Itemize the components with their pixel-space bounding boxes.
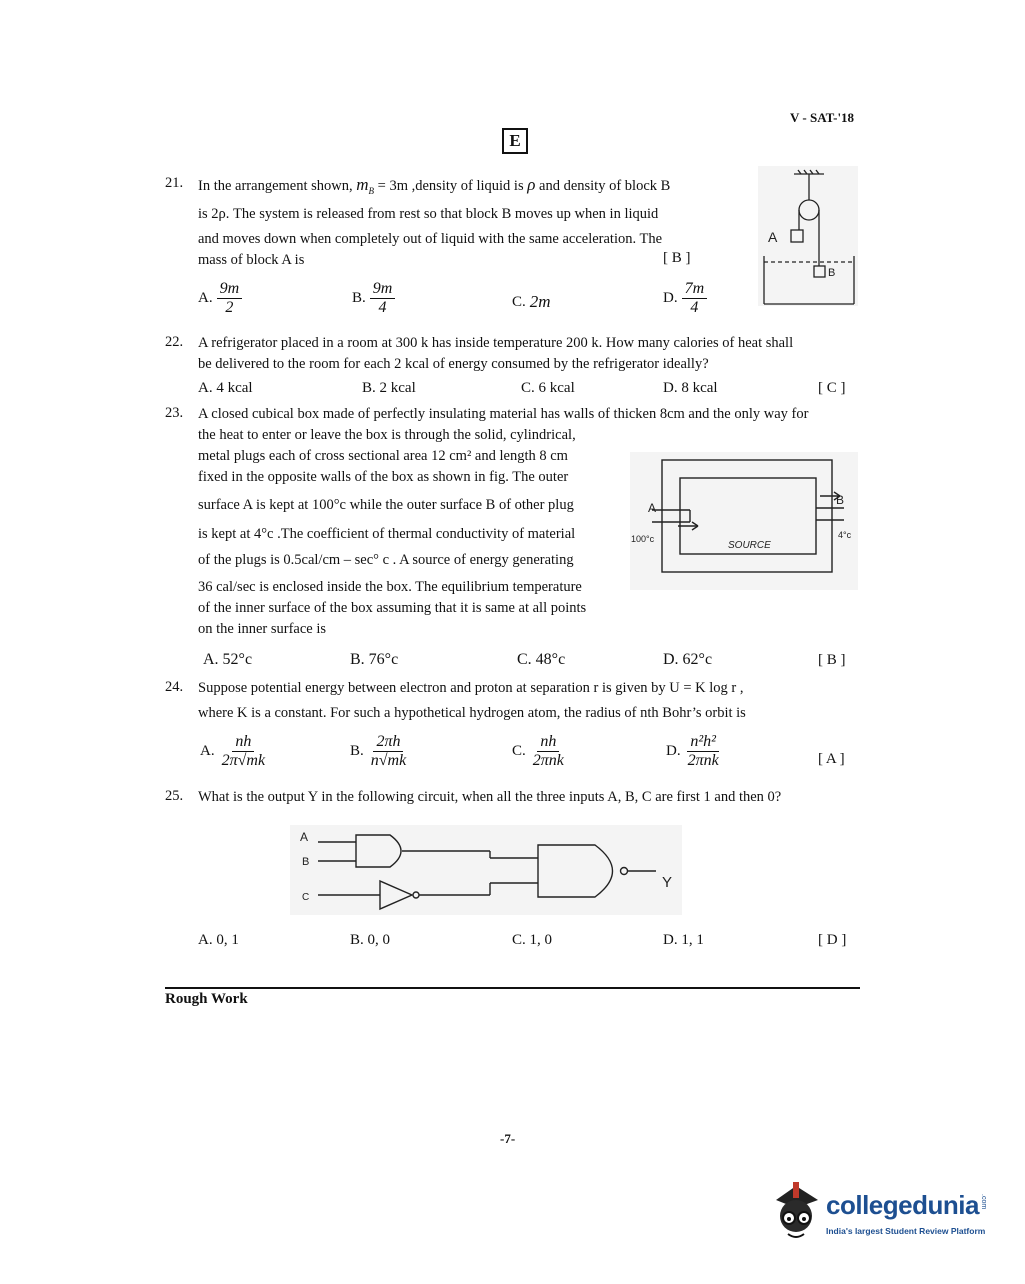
- q23-line10: on the inner surface is: [198, 621, 327, 637]
- q21-answer: [ B ]: [663, 250, 691, 266]
- q21-option-b: B. $\frac{9m}{4}$: [352, 280, 395, 317]
- q25-option-d: D. 1, 1: [663, 932, 704, 948]
- q24-number: 24.: [165, 679, 184, 695]
- q23-number: 23.: [165, 405, 184, 421]
- q23-option-c: C. 48°c: [517, 651, 566, 668]
- q23-answer: [ B ]: [818, 652, 846, 668]
- q25-option-c: C. 1, 0: [512, 932, 553, 948]
- box-diagram: [630, 452, 858, 590]
- circuit-label-a: A: [300, 830, 309, 844]
- q21-line3: and moves down when completely out of liquid with the same acceleration. The: [198, 231, 663, 247]
- page-number: -7-: [500, 1131, 516, 1146]
- q24-line1: Suppose potential energy between electron and proton at separation r is given by U = K log r ,: [198, 680, 744, 696]
- q22-answer: [ C ]: [818, 380, 846, 396]
- set-label-box: [502, 128, 528, 154]
- pulley-figure: [758, 166, 858, 306]
- q22-option-c: C. 6 kcal: [521, 380, 575, 396]
- q21-option-c: C. 2m: [512, 292, 551, 311]
- q25-answer: [ D ]: [818, 932, 847, 948]
- pulley-label-a: A: [768, 229, 778, 245]
- exam-code: V - SAT-'18: [790, 110, 855, 125]
- q23-line4: fixed in the opposite walls of the box as shown in fig. The outer: [198, 469, 569, 485]
- rough-work-label: Rough Work: [165, 991, 248, 1007]
- box-temp-left: 100°c: [631, 534, 655, 544]
- q22-option-d: D. 8 kcal: [663, 380, 718, 396]
- pulley-label-b: B: [828, 267, 836, 279]
- q21-line4: mass of block A is: [198, 252, 305, 268]
- box-label-b: B: [836, 493, 845, 507]
- q24-option-d: D. $\frac{\text{n²h²}}{\text{2πnk}}$: [666, 733, 719, 769]
- q23-line3: metal plugs each of cross sectional area 12 cm² and length 8 cm: [198, 448, 568, 464]
- q24-option-a: A. $\frac{nh}{2\pi√mk}$: [200, 733, 266, 769]
- circuit-label-b: B: [302, 856, 310, 868]
- q25-line1: What is the output Y in the following circuit, when all the three inputs A, B, C are first 1 and then 0?: [198, 789, 782, 805]
- rough-work-divider: [165, 987, 860, 989]
- q23-line8: 36 cal/sec is enclosed inside the box. The equilibrium temperature: [198, 579, 582, 595]
- brand-logo[interactable]: [766, 1178, 994, 1248]
- mascot-icon: [766, 1178, 826, 1248]
- circuit-label-y: Y: [662, 874, 673, 891]
- q23-line7: of the plugs is 0.5cal/cm – sec° c . A source of energy generating: [198, 552, 574, 568]
- q21-line2: is 2ρ. The system is released from rest so that block B moves up when in liquid: [198, 206, 659, 222]
- q22-line2: be delivered to the room for each 2 kcal of energy consumed by the refrigerator ideally?: [198, 356, 709, 372]
- brand-name: collegedunia: [826, 1190, 979, 1220]
- q21-line1: In the arrangement shown, $m_B = 3m$ ,density of liquid is ρ and density of block B: [198, 175, 671, 196]
- q23-line6: is kept at 4°c .The coefficient of thermal conductivity of material: [198, 526, 576, 542]
- q23-option-b: B. 76°c: [350, 651, 399, 668]
- box-source-label: SOURCE: [728, 540, 771, 551]
- brand-tagline: India's largest Student Review Platform: [826, 1226, 986, 1236]
- set-label: E: [509, 131, 521, 150]
- q23-line2: the heat to enter or leave the box is through the solid, cylindrical,: [198, 427, 576, 443]
- q21-option-a: A. $\frac{9m}{2}$: [198, 280, 242, 317]
- q24-answer: [ A ]: [818, 751, 845, 767]
- box-figure: [630, 452, 858, 590]
- q23-line9: of the inner surface of the box assuming that it is same at all points: [198, 600, 587, 616]
- circuit-diagram: [290, 825, 682, 915]
- brand-suffix: .com: [979, 1194, 987, 1210]
- q25-option-a: A. 0, 1: [198, 932, 239, 948]
- q24-option-b: B. $\frac{2\pi h}{n√mk}$: [350, 733, 407, 769]
- box-temp-right: 4°c: [838, 530, 852, 540]
- q21-option-d: D. $\frac{7m}{4}$: [663, 280, 707, 317]
- q22-number: 22.: [165, 334, 184, 350]
- q22-option-b: B. 2 kcal: [362, 380, 416, 396]
- pulley-diagram: [758, 166, 858, 306]
- circuit-label-c: C: [302, 892, 310, 903]
- q24-line2: where K is a constant. For such a hypothetical hydrogen atom, the radius of nth Bohr’s orbit is: [198, 705, 746, 721]
- q23-option-d: D. 62°c: [663, 651, 713, 668]
- q25-option-b: B. 0, 0: [350, 932, 391, 948]
- q24-option-c: C. $\frac{nh}{\text{2πnk}}$: [512, 733, 564, 769]
- q23-line5: surface A is kept at 100°c while the outer surface B of other plug: [198, 497, 574, 513]
- q25-number: 25.: [165, 788, 184, 804]
- q22-option-a: A. 4 kcal: [198, 380, 253, 396]
- box-label-a: A: [648, 501, 657, 515]
- q21-number: 21.: [165, 175, 184, 191]
- q23-line1: A closed cubical box made of perfectly insulating material has walls of thicken 8cm and the only way for: [198, 406, 809, 422]
- q22-line1: A refrigerator placed in a room at 300 k has inside temperature 200 k. How many calories of heat shall: [198, 335, 794, 351]
- q23-option-a: A. 52°c: [203, 651, 253, 668]
- circuit-figure: [290, 825, 682, 915]
